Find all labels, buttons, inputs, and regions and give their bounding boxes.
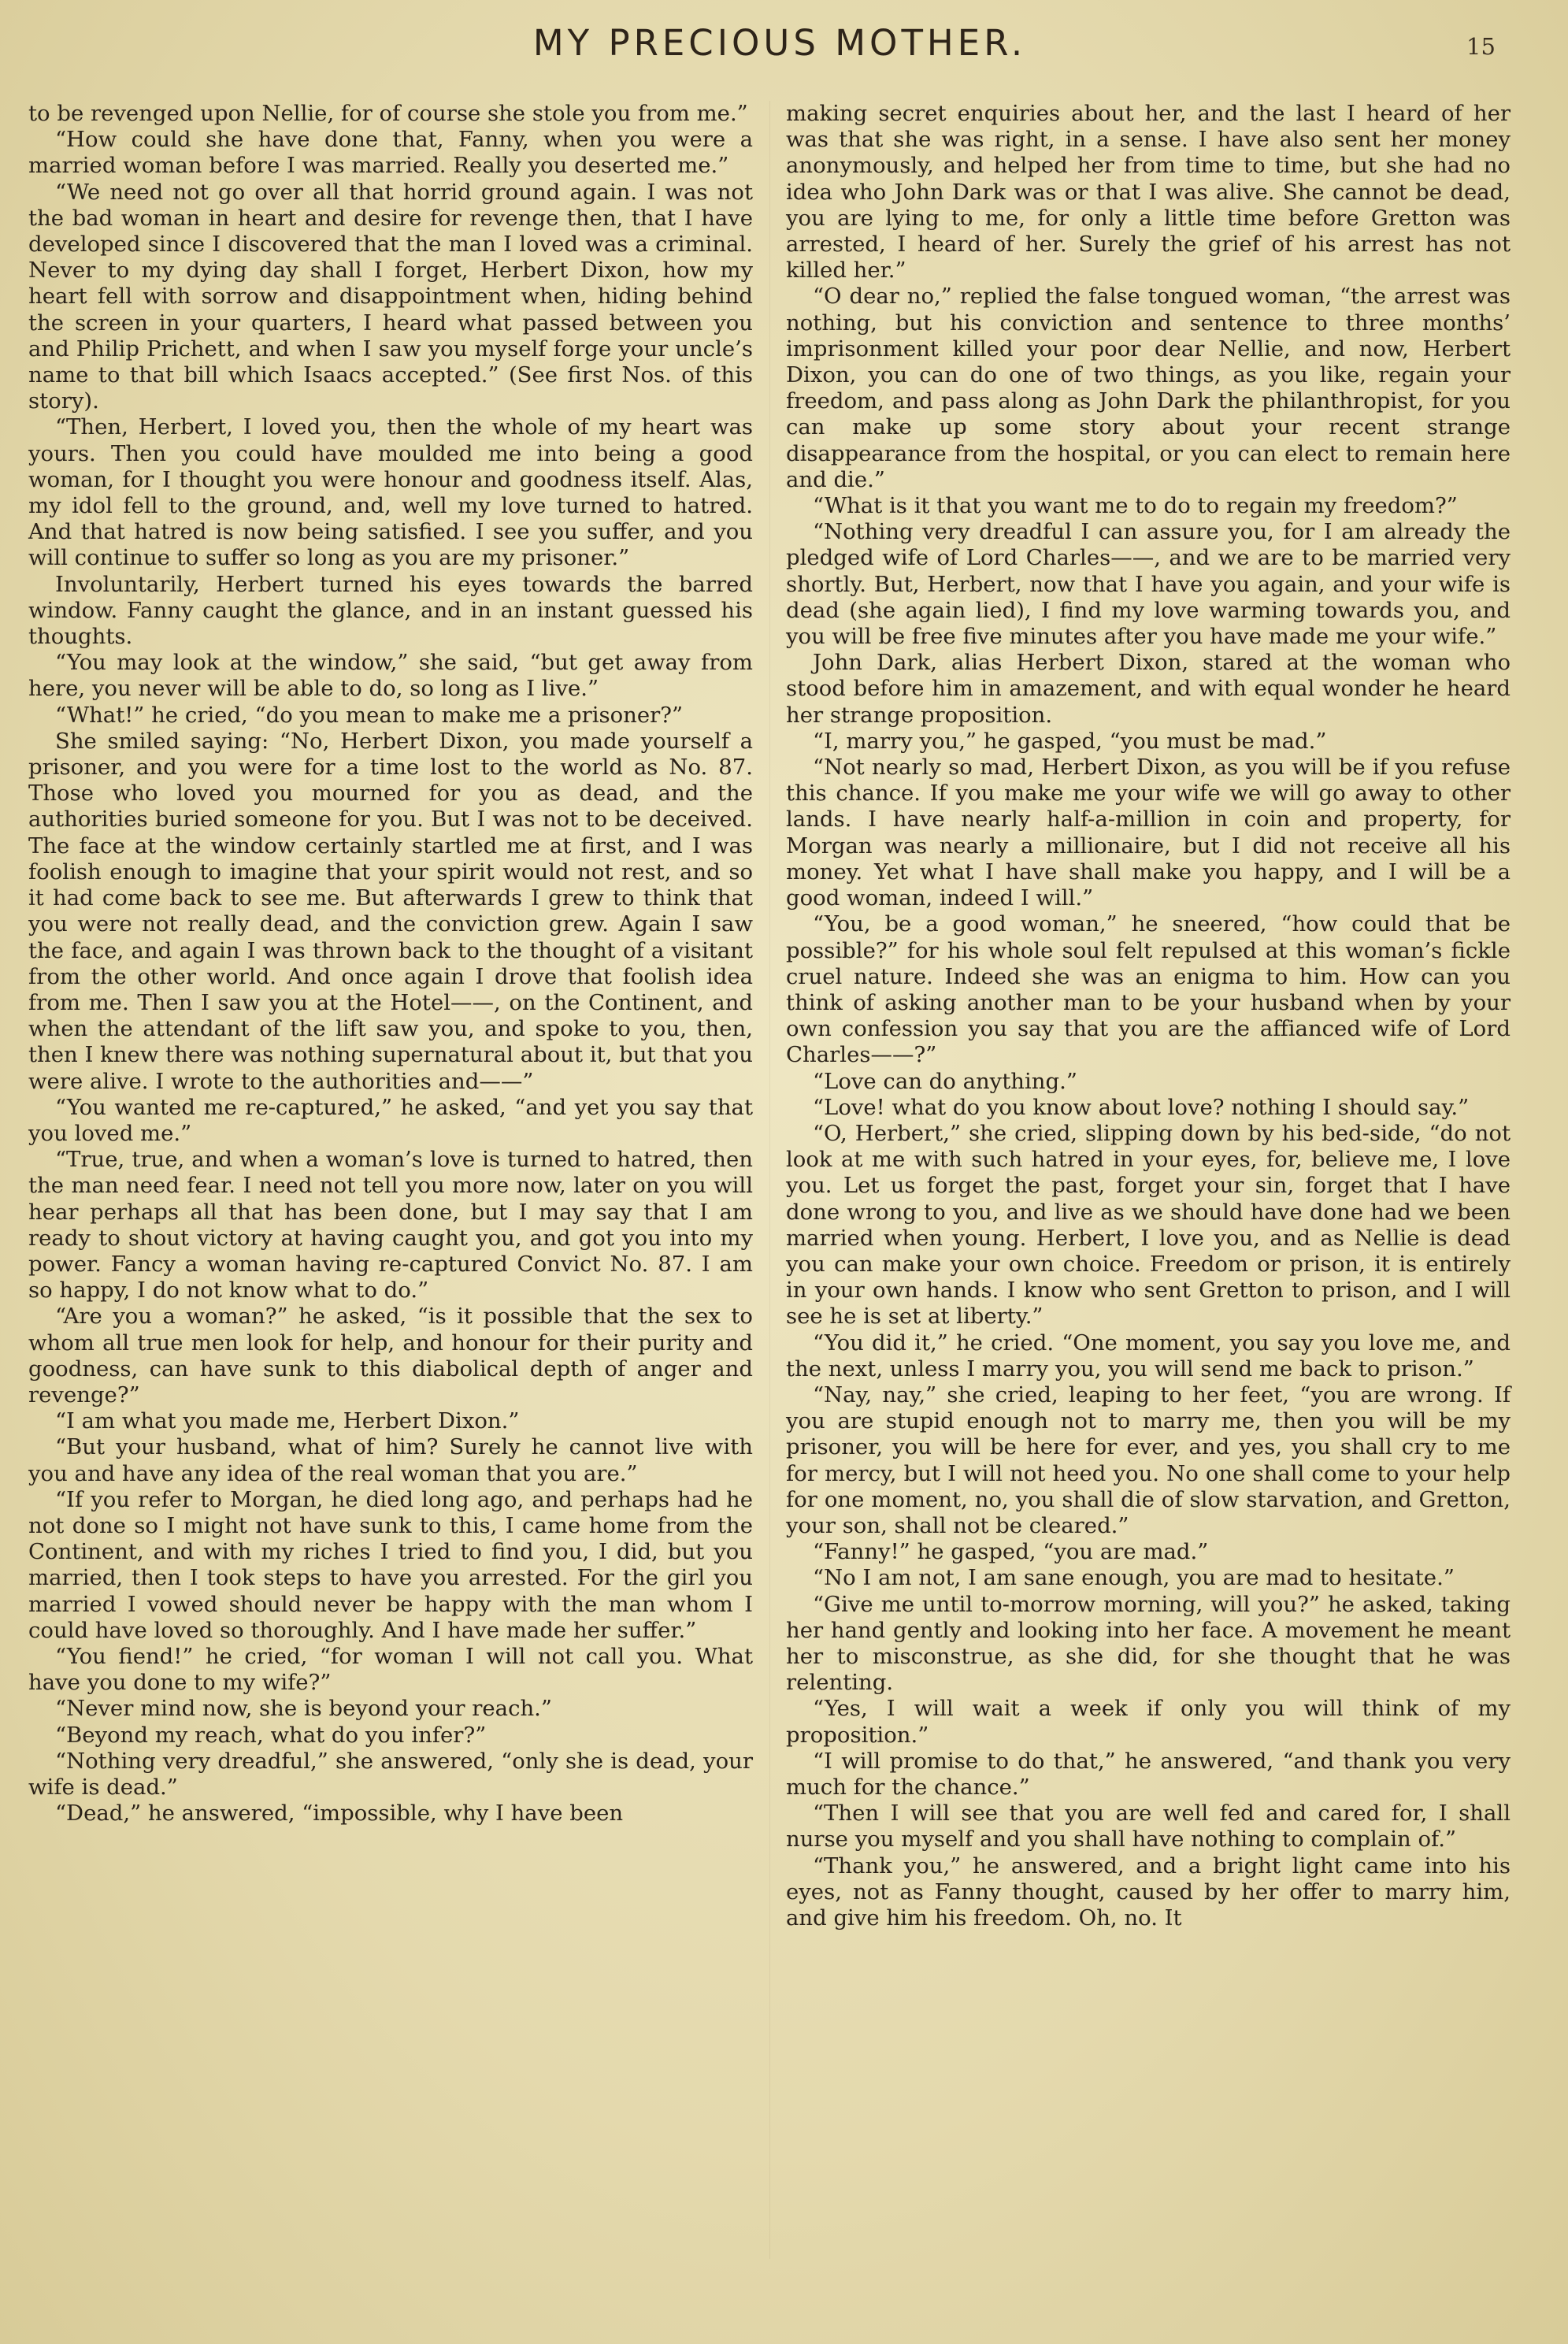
paragraph: “How could she have done that, Fanny, when you were a married woman before I was married. Really you deserted me.”	[28, 127, 753, 179]
paragraph: “Then I will see that you are well fed and cared for, I shall nurse you myself and you shall have nothing to complain of.”	[786, 1801, 1511, 1853]
running-header	[0, 22, 1568, 69]
paragraph: “Love can do anything.”	[813, 1068, 1077, 1094]
paragraph: “Yes, I will wait a week if only you will think of my proposition.”	[786, 1696, 1511, 1748]
paragraph: “Nothing very dreadful I can assure you, for I am already the pledged wife of Lord Charles——, and we are to be married very shortly. But, Herbert, now that I have you again, and your wife is dead (she again lied), I find my love warming towards you, and you will be free five minutes after you have made me your wife.”	[786, 519, 1511, 650]
paragraph: “If you refer to Morgan, he died long ago, and perhaps had he not done so I might not have sunk to this, I came home from the Continent, and with my riches I tried to find you, I did, but you married, then I took steps to have you arrested. For the girl you married I vowed should never be happy with the man whom I could have loved so thoroughly. And I have made her suffer.”	[28, 1486, 753, 1643]
paragraph: “You did it,” he cried. “One moment, you say you love me, and the next, unless I marry you, you will send me back to prison.”	[786, 1330, 1511, 1382]
paragraph: “Nothing very dreadful,” she answered, “only she is dead, your wife is dead.”	[28, 1748, 753, 1800]
paragraph: “O dear no,” replied the false tongued woman, “the arrest was nothing, but his conviction and sentence to three months’ imprisonment killed your poor dear Nellie, and now, Herbert Dixon, you can do one of two things, as you like, regain your freedom, and pass along as John Dark the philanthropist, for you can make up some story about your recent strange disappearance from the hospital, or you can elect to remain here and die.”	[786, 284, 1511, 492]
paragraph: “You wanted me re-captured,” he asked, “and yet you say that you loved me.”	[28, 1094, 753, 1146]
paragraph: “But your husband, what of him? Surely he cannot live with you and have any idea of the real woman that you are.”	[28, 1434, 753, 1486]
paragraph: “We need not go over all that horrid ground again. I was not the bad woman in heart and desire for revenge then, that I have developed since I discovered that the man I loved was a criminal. Never to my dying day shall I forget, Herbert Dixon, how my heart fell with sorrow and disappointment when, hiding behind the screen in your quarters, I heard what passed between you and Philip Prichett, and when I saw you myself forge your uncle’s name to that bill which Isaacs accepted.” (See first Nos. of this story).	[28, 179, 753, 414]
paragraph: “Nay, nay,” she cried, leaping to her feet, “you are wrong. If you are stupid enough not to marry me, then you will be my prisoner, you will be here for ever, and yes, you shall cry to me for mercy, but I will not heed you. No one shall come to your help for one moment, no, you shall die of slow starvation, and Gretton, your son, shall not be cleared.”	[786, 1382, 1511, 1538]
paragraph: “I, marry you,” he gasped, “you must be mad.”	[813, 728, 1327, 754]
paragraph: “O, Herbert,” she cried, slipping down by his bed-side, “do not look at me with such hatred in your eyes, for, believe me, I love you. Let us forget the past, forget your sin, forget that I have done wrong to you, and live as we should have done had we been married when young. Herbert, I love you, and as Nellie is dead you can make your own choice. Freedom or prison, it is entirely in your own hands. I know who sent Gretton to prison, and I will see he is set at liberty.”	[786, 1120, 1511, 1330]
paragraph: “What is it that you want me to do to regain my freedom?”	[813, 493, 1458, 519]
left-column	[28, 101, 753, 2290]
paragraph: making secret enquiries about her, and the last I heard of her was that she was right, in a sense. I have also sent her money anonymously, and helped her from time to time, but she had no idea who John Dark was or that I was alive. She cannot be dead, you are lying to me, for only a little time before Gretton was arrested, I heard of her. Surely the grief of his arrest has not killed her.”	[786, 101, 1511, 284]
paragraph: “Not nearly so mad, Herbert Dixon, as you will be if you refuse this chance. If you make me your wife we will go away to other lands. I have nearly half-a-million in coin and property, for Morgan was nearly a millionaire, but I did not receive all his money. Yet what I have shall make you happy, and I will be a good woman, indeed I will.”	[786, 755, 1511, 911]
paragraph: “Then, Herbert, I loved you, then the whole of my heart was yours. Then you could have moulded me into being a good woman, for I thought you were honour and goodness itself. Alas, my idol fell to the ground, and, well my love turned to hatred. And that hatred is now being satisfied. I see you suffer, and you will continue to suffer so long as you are my prisoner.”	[28, 414, 753, 571]
paragraph: “Love! what do you know about love? nothing I should say.”	[813, 1094, 1470, 1120]
paragraph: “Are you a woman?” he asked, “is it possible that the sex to whom all true men look for help, and honour for their purity and goodness, can have sunk to this diabolical depth of anger and revenge?”	[28, 1304, 753, 1408]
paragraph: She smiled saying: “No, Herbert Dixon, you made yourself a prisoner, and you were for a time lost to the world as No. 87. Those who loved you mourned for you as dead, and the authorities buried someone for you. But I was not to be deceived. The face at the window certainly startled me at first, and I was foolish enough to imagine that your spirit would not rest, and so it had come back to see me. But afterwards I grew to think that you were not really dead, and the conviction grew. Again I saw the face, and again I was thrown back to the thought of a visitant from the other world. And once again I drove that foolish idea from me. Then I saw you at the Hotel——, on the Continent, and when the attendant of the lift saw you, and spoke to you, then, then I knew there was nothing supernatural about it, but that you were alive. I wrote to the authorities and——”	[28, 728, 753, 1094]
paragraph: “Thank you,” he answered, and a bright light came into his eyes, not as Fanny thought, caused by her offer to marry him, and give him his freedom. Oh, no. It	[786, 1853, 1511, 1931]
paragraph: “No I am not, I am sane enough, you are mad to hesitate.”	[813, 1565, 1455, 1591]
paragraph: to be revenged upon Nellie, for of course she stole you from me.”	[28, 101, 748, 126]
paragraph: “Fanny!” he gasped, “you are mad.”	[813, 1539, 1209, 1565]
paragraph: “I will promise to do that,” he answered, “and thank you very much for the chance.”	[786, 1748, 1511, 1800]
paragraph: “I am what you made me, Herbert Dixon.”	[55, 1408, 520, 1434]
paragraph: “What!” he cried, “do you mean to make me a prisoner?”	[55, 702, 684, 728]
paragraph: “Never mind now, she is beyond your reach.”	[55, 1696, 552, 1722]
paragraph: Involuntarily, Herbert turned his eyes towards the barred window. Fanny caught the glance, and in an instant guessed his thoughts.	[28, 571, 753, 650]
page-number: 15	[1466, 33, 1496, 60]
paragraph: “Beyond my reach, what do you infer?”	[55, 1722, 487, 1748]
right-column	[786, 101, 1511, 2290]
running-title: MY PRECIOUS MOTHER.	[532, 22, 1027, 64]
paragraph: “You, be a good woman,” he sneered, “how could that be possible?” for his whole soul felt repulsed at this woman’s fickle cruel nature. Indeed she was an enigma to him. How can you think of asking another man to be your husband when by your own confession you say that you are the affianced wife of Lord Charles——?”	[786, 911, 1511, 1068]
paragraph: “You may look at the window,” she said, “but get away from here, you never will be able to do, so long as I live.”	[28, 650, 753, 702]
paragraph: “Give me until to-morrow morning, will you?” he asked, taking her hand gently and looking into her face. A movement he meant her to misconstrue, as she did, for she thought that he was relenting.	[786, 1591, 1511, 1696]
paragraph: “Dead,” he answered, “impossible, why I have been	[55, 1801, 624, 1827]
paragraph: “True, true, and when a woman’s love is turned to hatred, then the man need fear. I need not tell you more now, later on you will hear perhaps all that has been done, but I may say that I am ready to shout victory at having caught you, and got you into my power. Fancy a woman having re-captured Convict No. 87. I am so happy, I do not know what to do.”	[28, 1147, 753, 1304]
paragraph: “You fiend!” he cried, “for woman I will not call you. What have you done to my wife?”	[28, 1643, 753, 1696]
paragraph: John Dark, alias Herbert Dixon, stared at the woman who stood before him in amazement, and with equal wonder he heard her strange proposition.	[786, 650, 1511, 728]
column-divider	[769, 101, 770, 2259]
